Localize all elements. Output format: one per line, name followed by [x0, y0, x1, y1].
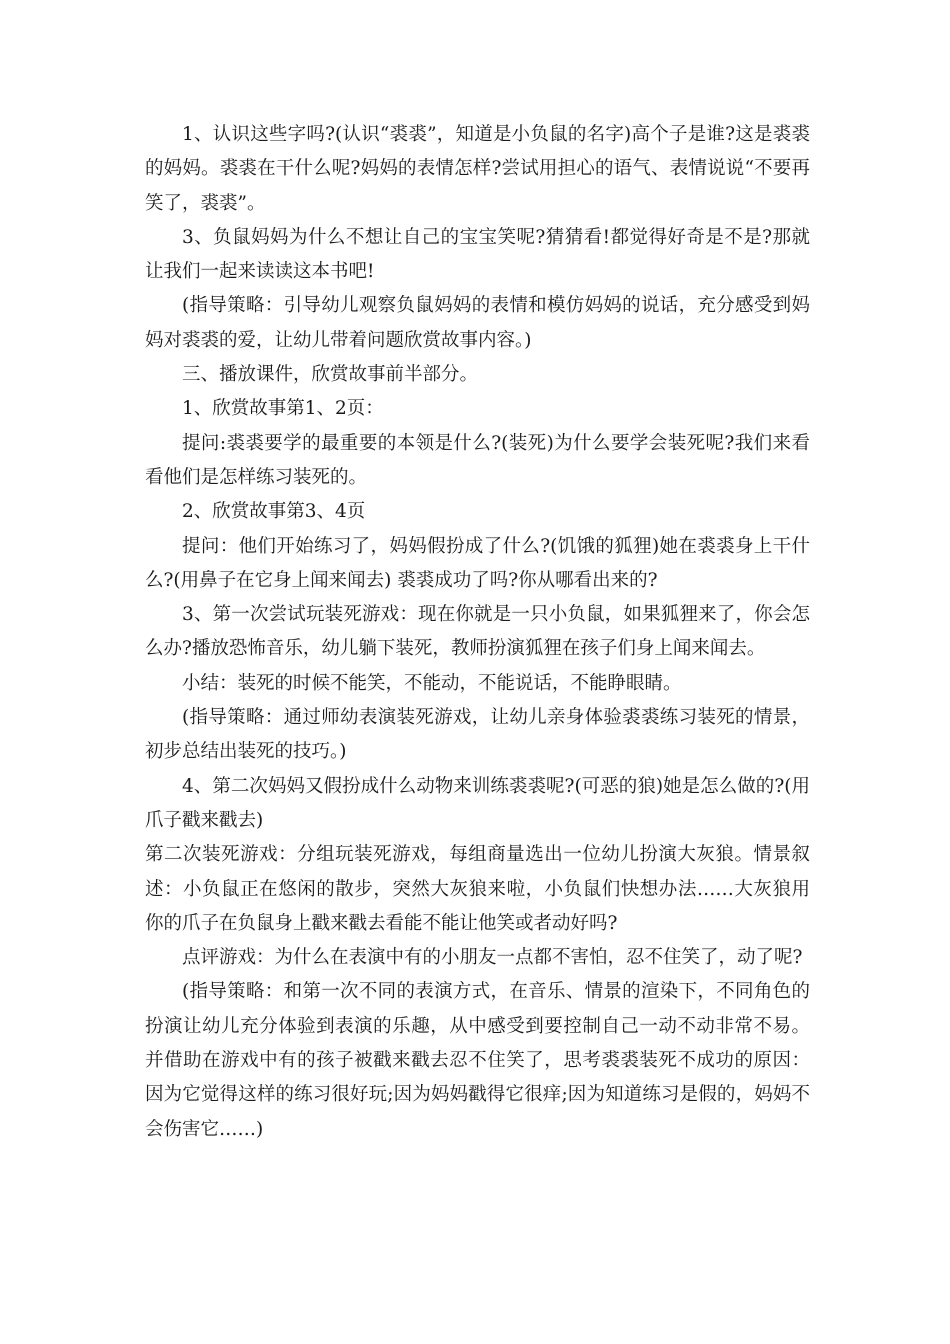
- paragraph-2: 3、负鼠妈妈为什么不想让自己的宝宝笑呢?猜猜看!都觉得好奇是不是?那就让我们一起来读读这本书吧!: [145, 226, 810, 283]
- paragraph-15: (指导策略：和第一次不同的表演方式，在音乐、情景的渲染下，不同角色的扮演让幼儿充分体验到表演的乐趣，从中感受到要控制自己一动不动非常不易。并借助在游戏中有的孩子被戳来戳去忍不住笑了，思考裘裘装死不成功的原因：因为它觉得这样的练习很好玩;因为妈妈戳得它很痒;因为知道练习是假的，妈妈不会伤害它……): [145, 981, 810, 1140]
- paragraph-10: 小结：装死的时候不能笑，不能动，不能说话，不能睁眼睛。: [182, 672, 682, 694]
- document-page: [145, 118, 810, 1147]
- paragraph-5: 1、欣赏故事第1、2页：: [182, 398, 384, 420]
- paragraph-13: 第二次装死游戏：分组玩装死游戏，每组商量选出一位幼儿扮演大灰狼。情景叙述：小负鼠正在悠闲的散步，突然大灰狼来啦，小负鼠们快想办法……大灰狼用你的爪子在负鼠身上戳来戳去看能不能让他笑或者动好吗?: [145, 844, 810, 934]
- paragraph-11: (指导策略：通过师幼表演装死游戏，让幼儿亲身体验裘裘练习装死的情景，初步总结出装死的技巧。): [145, 707, 810, 763]
- paragraph-14: 点评游戏：为什么在表演中有的小朋友一点都不害怕，忍不住笑了，动了呢?: [182, 947, 803, 969]
- paragraph-9: 3、第一次尝试玩装死游戏：现在你就是一只小负鼠，如果狐狸来了，你会怎么办?播放恐怖音乐，幼儿躺下装死，教师扮演狐狸在孩子们身上闻来闻去。: [145, 604, 810, 660]
- paragraph-7: 2、欣赏故事第3、4页: [182, 501, 366, 523]
- paragraph-6: 提问:裘裘要学的最重要的本领是什么?(装死)为什么要学会装死呢?我们来看看他们是怎样练习装死的。: [145, 432, 810, 488]
- paragraph-3: (指导策略：引导幼儿观察负鼠妈妈的表情和模仿妈妈的说话，充分感受到妈妈对裘裘的爱，让幼儿带着问题欣赏故事内容。): [145, 295, 810, 351]
- paragraph-4: 三、播放课件，欣赏故事前半部分。: [182, 364, 479, 386]
- paragraph-1: 1、认识这些字吗?(认识“裘裘”，知道是小负鼠的名字)高个子是谁?这是裘裘的妈妈。裘裘在干什么呢?妈妈的表情怎样?尝试用担心的语气、表情说说“不要再笑了，裘裘”。: [145, 124, 810, 214]
- paragraph-12: 4、第二次妈妈又假扮成什么动物来训练裘裘呢?(可恶的狼)她是怎么做的?(用爪子戳来戳去): [145, 775, 810, 831]
- paragraph-8: 提问：他们开始练习了，妈妈假扮成了什么?(饥饿的狐狸)她在裘裘身上干什么?(用鼻子在它身上闻来闻去) 裘裘成功了吗?你从哪看出来的?: [145, 535, 810, 591]
